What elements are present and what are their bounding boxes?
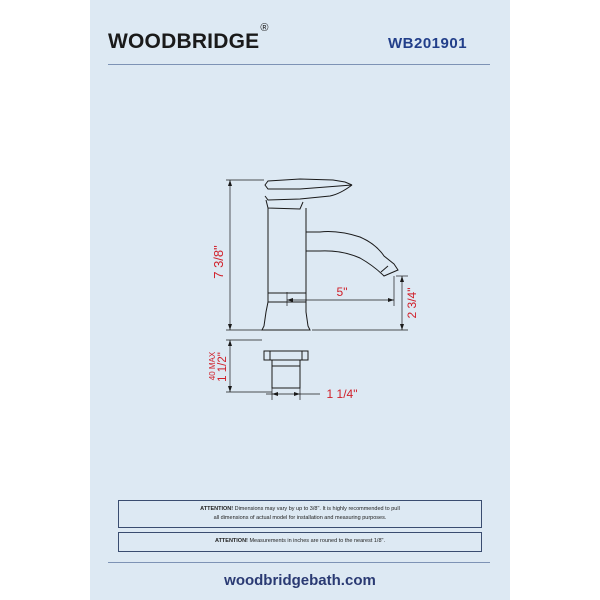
note-text-line2: all dimensions of actual model for installation and measuring purposes. xyxy=(213,515,387,521)
registered-mark: ® xyxy=(260,22,269,34)
model-number: WB201901 xyxy=(388,35,468,52)
max-deck-thickness-label: 40 MAX xyxy=(208,351,217,381)
faucet-base xyxy=(262,302,310,330)
mounting-nut xyxy=(264,351,308,360)
note-text-line1: Dimensions may vary by up to 3/8". It is highly recommended to pull xyxy=(234,506,400,512)
attention-note-rounding xyxy=(118,532,482,552)
shank xyxy=(272,360,300,388)
website-link[interactable]: woodbridgebath.com xyxy=(224,572,376,589)
faucet-handle xyxy=(265,179,352,189)
attention-label: ATTENTION! xyxy=(200,506,234,512)
attention-label: ATTENTION! xyxy=(215,538,248,544)
shank-length-label: 1 1/2" xyxy=(217,352,229,382)
faucet-cap xyxy=(266,200,303,209)
faucet-lever-tip xyxy=(265,185,352,200)
footer-divider xyxy=(108,562,490,563)
shank-diameter-label: 1 1/4" xyxy=(326,387,358,401)
spout-height-label: 2 3/4" xyxy=(405,287,419,319)
note-text: Measurements in inches are rouned to the nearest 1/8". xyxy=(249,538,385,544)
spout-reach-label: 5" xyxy=(336,285,348,299)
attention-note-dimensions xyxy=(118,500,482,528)
brand-name: WOODBRIDGE xyxy=(108,30,260,53)
overall-height-label: 7 3/8" xyxy=(211,245,226,279)
faucet-body xyxy=(268,208,306,302)
